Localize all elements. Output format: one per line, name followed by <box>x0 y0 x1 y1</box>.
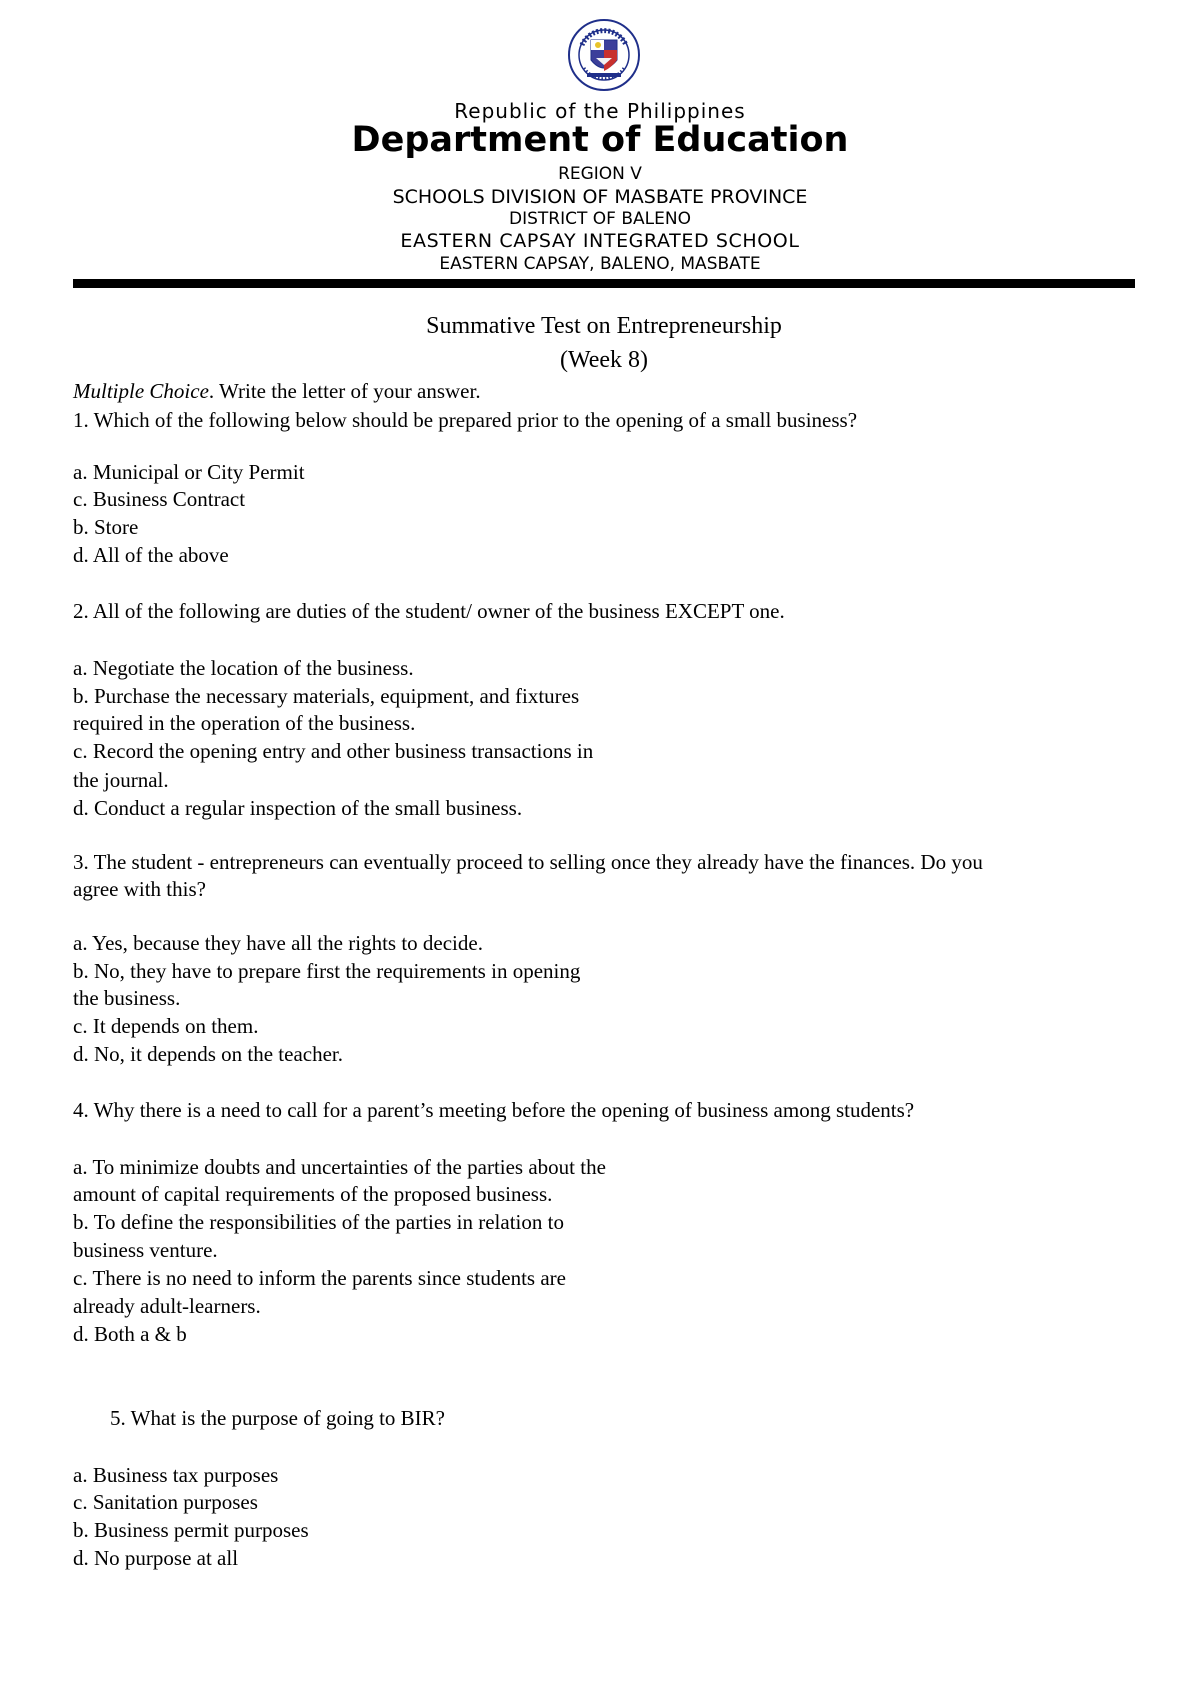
q4-choice-b-cont: business venture. <box>73 1238 218 1262</box>
address-heading: EASTERN CAPSAY, BALENO, MASBATE <box>439 254 761 274</box>
q4-choice-a: a. To minimize doubts and uncertainties of the parties about the <box>73 1155 606 1179</box>
q3-choice-c: c. It depends on them. <box>73 1014 259 1038</box>
republic-heading: Republic of the Philippines <box>454 99 746 123</box>
question-2: 2. All of the following are duties of the student/ owner of the business EXCEPT one. <box>73 599 785 623</box>
question-4: 4. Why there is a need to call for a parent’s meeting before the opening of business among students? <box>73 1098 915 1122</box>
q5-choice-a: a. Business tax purposes <box>73 1463 279 1487</box>
q4-choice-c-cont: already adult-learners. <box>73 1294 261 1318</box>
instruction-label: Multiple Choice <box>73 379 209 403</box>
deped-seal-logo <box>551 18 657 92</box>
question-3: 3. The student - entrepreneurs can eventually proceed to selling once they already have the finances. Do you <box>73 850 983 874</box>
question-1: 1. Which of the following below should be prepared prior to the opening of a small business? <box>73 408 858 432</box>
instruction-text: . Write the letter of your answer. <box>208 379 481 403</box>
q2-choice-b: b. Purchase the necessary materials, equipment, and fixtures <box>73 684 580 708</box>
test-title: Summative Test on Entrepreneurship <box>426 313 782 339</box>
q4-choice-d: d. Both a & b <box>73 1322 187 1346</box>
region-heading: REGION V <box>558 164 642 184</box>
q5-choice-b: b. Business permit purposes <box>73 1518 309 1542</box>
header-divider <box>73 279 1135 288</box>
q5-choice-c: c. Sanitation purposes <box>73 1490 258 1514</box>
q5-choice-d: d. No purpose at all <box>73 1546 239 1570</box>
instruction <box>73 381 481 402</box>
q2-choice-c-cont: the journal. <box>73 768 169 792</box>
q2-choice-a: a. Negotiate the location of the business. <box>73 656 414 680</box>
q2-choice-b-cont: required in the operation of the business. <box>73 711 416 735</box>
q4-choice-c: c. There is no need to inform the parents since students are <box>73 1266 566 1290</box>
q2-choice-d: d. Conduct a regular inspection of the small business. <box>73 796 523 820</box>
q4-choice-b: b. To define the responsibilities of the parties in relation to <box>73 1210 564 1234</box>
q2-choice-c: c. Record the opening entry and other business transactions in <box>73 739 594 763</box>
q3-choice-b-cont: the business. <box>73 986 181 1010</box>
school-heading: EASTERN CAPSAY INTEGRATED SCHOOL <box>400 230 800 252</box>
district-heading: DISTRICT OF BALENO <box>509 209 691 229</box>
department-heading: Department of Education <box>351 120 849 160</box>
division-heading: SCHOOLS DIVISION OF MASBATE PROVINCE <box>392 186 808 208</box>
question-3-cont: agree with this? <box>73 877 206 901</box>
test-week: (Week 8) <box>559 347 649 373</box>
q1-choice-d: d. All of the above <box>73 543 229 567</box>
q1-choice-a: a. Municipal or City Permit <box>73 460 305 484</box>
question-5: 5. What is the purpose of going to BIR? <box>110 1406 445 1430</box>
q4-choice-a-cont: amount of capital requirements of the proposed business. <box>73 1182 553 1206</box>
q3-choice-a: a. Yes, because they have all the rights to decide. <box>73 931 483 955</box>
q3-choice-b: b. No, they have to prepare first the requirements in opening <box>73 959 581 983</box>
q1-choice-b: b. Store <box>73 515 139 539</box>
q1-choice-c: c. Business Contract <box>73 487 246 511</box>
q3-choice-d: d. No, it depends on the teacher. <box>73 1042 344 1066</box>
